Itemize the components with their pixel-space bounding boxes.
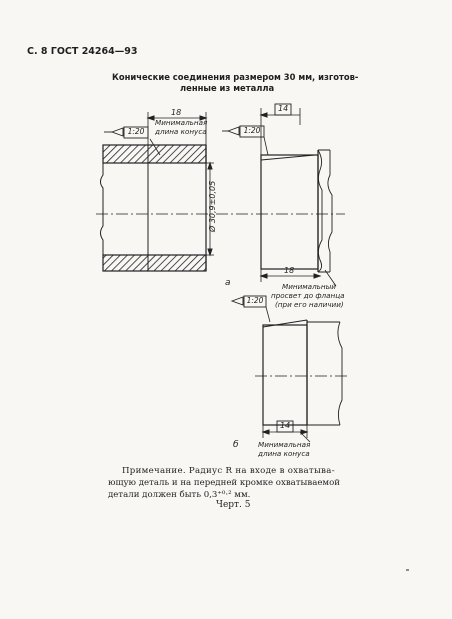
taper-leader-right-down	[264, 137, 268, 155]
figure-label-b: б	[233, 440, 239, 450]
diameter-value: Ø 30,9±0,05	[208, 180, 217, 232]
taper-leader-b	[266, 307, 270, 322]
figure-title-line2: ленные из металла	[180, 83, 275, 93]
note-line1: Примечание. Радиус R на входе в охватыва-	[122, 466, 335, 476]
min-clearance-line3: (при его наличии)	[275, 300, 344, 309]
figure-title-line1: Конические соединения размером 30 мм, изготов-	[112, 72, 359, 82]
dim-18-bottom-arrow-left	[261, 274, 267, 278]
dim-18-bottom-value: 18	[284, 266, 295, 275]
min-clearance-line2: просвет до фланца	[271, 291, 345, 300]
dim-14-b-arrow-left	[263, 430, 269, 434]
male-flange-break	[328, 150, 332, 272]
taper-ratio-left: 1:20	[127, 127, 145, 136]
taper-ratio-right: 1:20	[243, 126, 261, 135]
dim-18-top-value: 18	[171, 108, 182, 117]
note-line3: детали должен быть 0,3⁺⁰·² мм.	[108, 490, 251, 500]
dim-diameter-arrow-bottom	[208, 249, 212, 255]
dim-18-top-arrow-left	[148, 116, 154, 120]
dim-18-bottom-arrow-right	[314, 274, 320, 278]
min-clearance-line1: Минимальный	[282, 282, 336, 291]
dim-diameter-arrow-top	[208, 163, 212, 169]
dim-14-top-arrow	[261, 113, 267, 117]
min-cone-length-a-line2: длина конуса	[155, 127, 207, 136]
taper-symbol-left	[112, 128, 123, 136]
min-cone-length-b-line1: Минимальная	[258, 440, 311, 449]
male-taper-edge	[261, 155, 315, 160]
female-part-bottom-wall	[103, 255, 206, 271]
figure-caption: Черт. 5	[216, 500, 251, 510]
male-part-body	[261, 155, 318, 269]
note-line2: ющую деталь и на передней кромке охватываемой	[108, 478, 341, 488]
dim-14-b-value: 14	[280, 421, 291, 430]
female-break-line	[101, 145, 104, 271]
min-cone-length-a-line1: Минимальная	[155, 118, 208, 127]
male-part-b-break-line	[338, 322, 342, 425]
taper-symbol-b	[232, 297, 243, 305]
male-part-b-body	[263, 325, 307, 425]
page-header: С. 8 ГОСТ 24264—93	[27, 46, 138, 57]
dim-14-top-value: 14	[278, 104, 289, 113]
figure-label-a: а	[225, 278, 231, 288]
min-cone-length-b-line2: длина конуса	[258, 449, 310, 458]
taper-ratio-b: 1:20	[246, 296, 264, 305]
female-part-top-wall	[103, 145, 206, 163]
male-part-b-break	[307, 322, 340, 425]
taper-symbol-right	[228, 127, 239, 135]
